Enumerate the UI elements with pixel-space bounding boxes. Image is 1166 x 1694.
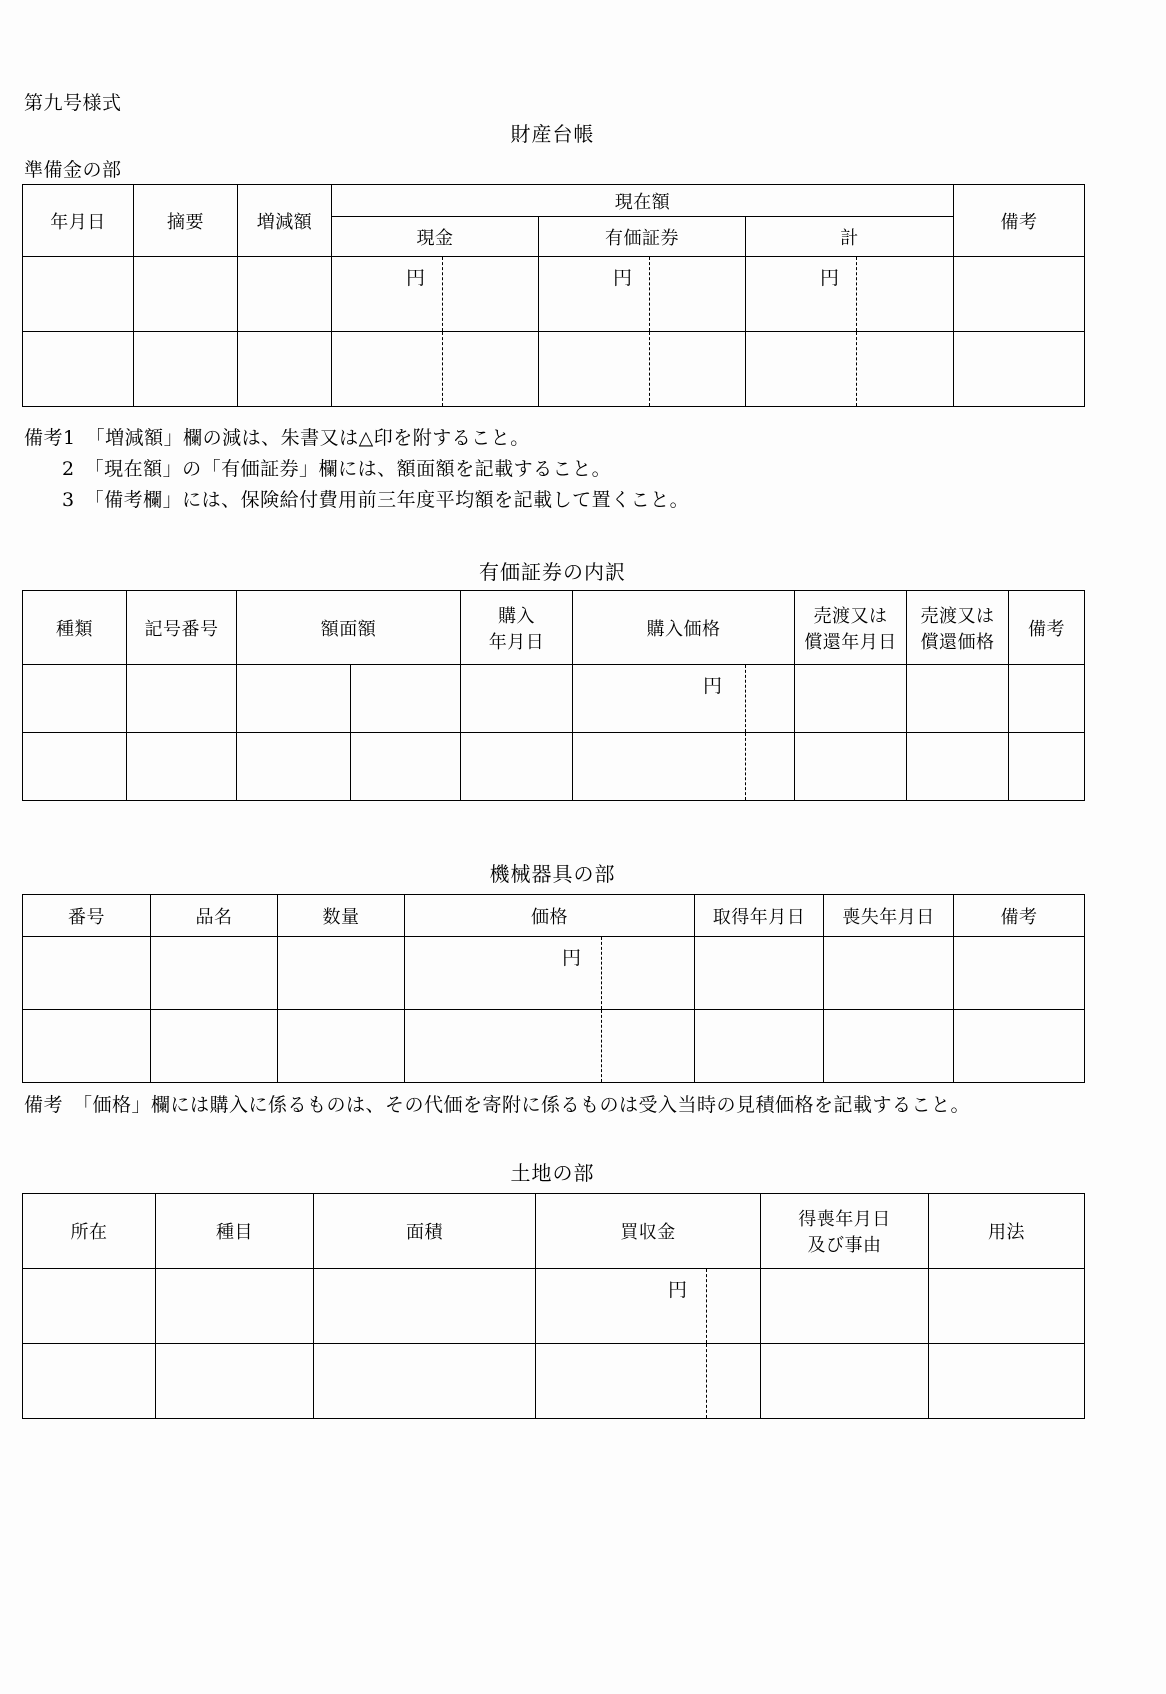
amount-divider: [442, 332, 443, 406]
table-row: [23, 733, 1085, 801]
cell-purchase-price[interactable]: [573, 665, 795, 733]
amount-divider: [856, 257, 857, 331]
cell-acquisition-date[interactable]: [695, 1010, 824, 1083]
cell-summary[interactable]: [134, 257, 238, 332]
cell-gain-loss-date[interactable]: [761, 1269, 929, 1344]
header-cell-purchase-price: 購入価格: [573, 591, 795, 665]
page-title: 財産台帳: [510, 122, 595, 146]
table-securities-breakdown: [22, 590, 1085, 801]
section-label-reserve: 準備金の部: [24, 159, 122, 181]
header-cell-purchase-money: 買収金: [536, 1194, 761, 1269]
table-row: [23, 1269, 1085, 1344]
table-reserve-fund: [22, 184, 1085, 407]
header-cell-gain-loss-date-line2: 及び事由: [807, 1235, 882, 1256]
amount-divider: [745, 733, 746, 800]
note-line-2: 2 「現在額」の「有価証券」欄には、額面額を記載すること。: [62, 458, 612, 480]
header-cell-sale-date: [795, 591, 907, 665]
cell-sale-date[interactable]: [795, 733, 907, 801]
table-header-row: [23, 591, 1085, 665]
cell-kind[interactable]: [23, 665, 127, 733]
table-header-row: [23, 1194, 1085, 1269]
header-cell-purchase-date: [461, 591, 573, 665]
header-cell-sale-price-line1: 売渡又は: [920, 605, 995, 627]
cell-acquisition-date[interactable]: [695, 937, 824, 1010]
cell-remarks[interactable]: [1009, 733, 1085, 801]
cell-number[interactable]: [23, 1010, 151, 1083]
note-line-3: 3 「備考欄」には、保険給付費用前三年度平均額を記載して置くこと。: [62, 489, 690, 511]
cell-purchase-date[interactable]: [461, 665, 573, 733]
header-cell-date: 年月日: [23, 185, 134, 257]
cell-face-value-b[interactable]: [351, 665, 461, 733]
header-cell-gain-loss-date: [761, 1194, 929, 1269]
yen-symbol: 円: [562, 947, 582, 969]
cell-face-value-b[interactable]: [351, 733, 461, 801]
table-row: [23, 257, 1085, 332]
cell-cash[interactable]: [332, 257, 539, 332]
cell-kind[interactable]: [23, 733, 127, 801]
amount-divider: [649, 332, 650, 406]
cell-gain-loss-date[interactable]: [761, 1344, 929, 1419]
table-header-row: [23, 895, 1085, 937]
cell-change-amount[interactable]: [238, 257, 332, 332]
section-title-securities: 有価証券の内訳: [479, 560, 626, 584]
header-cell-usage: 用法: [929, 1194, 1085, 1269]
cell-face-value-a[interactable]: [237, 665, 351, 733]
header-cell-purchase-date-line1: 購入: [498, 605, 535, 627]
cell-area[interactable]: [314, 1344, 536, 1419]
cell-location[interactable]: [23, 1269, 156, 1344]
amount-divider: [706, 1269, 707, 1343]
amount-divider: [601, 937, 602, 1009]
header-cell-gain-loss-date-line1: 得喪年月日: [798, 1209, 891, 1230]
cell-location[interactable]: [23, 1344, 156, 1419]
note-line-1: 備考1 「増減額」欄の減は、朱書又は△印を附すること。: [24, 427, 530, 449]
cell-symbol-number[interactable]: [127, 733, 237, 801]
header-cell-remarks: 備考: [954, 185, 1085, 257]
cell-remarks[interactable]: [1009, 665, 1085, 733]
header-cell-remarks: 備考: [954, 895, 1085, 937]
cell-purchase-money[interactable]: [536, 1344, 761, 1419]
cell-category[interactable]: [156, 1269, 314, 1344]
cell-securities[interactable]: [539, 257, 746, 332]
table-row: [23, 1344, 1085, 1419]
note-line-machinery: 備考 「価格」欄には購入に係るものは、その代価を寄附に係るものは受入当時の見積価格を記載すること。: [24, 1094, 971, 1116]
amount-divider: [856, 332, 857, 406]
header-cell-current-balance: 現在額: [332, 185, 954, 217]
cell-item-name[interactable]: [151, 1010, 278, 1083]
section-title-land: 土地の部: [510, 1161, 595, 1185]
cell-date[interactable]: [23, 332, 134, 407]
header-cell-total: 計: [746, 217, 954, 257]
header-cell-category: 種目: [156, 1194, 314, 1269]
cell-loss-date[interactable]: [824, 1010, 954, 1083]
cell-quantity[interactable]: [278, 1010, 405, 1083]
header-cell-change-amount: 増減額: [238, 185, 332, 257]
amount-divider: [649, 257, 650, 331]
table-row: [23, 1010, 1085, 1083]
yen-symbol: 円: [703, 675, 723, 697]
header-cell-remarks: 備考: [1009, 591, 1085, 665]
amount-divider: [745, 665, 746, 732]
cell-price[interactable]: [405, 1010, 695, 1083]
header-cell-price: 価格: [405, 895, 695, 937]
header-cell-symbol-number: 記号番号: [127, 591, 237, 665]
table-row: [23, 665, 1085, 733]
amount-divider: [442, 257, 443, 331]
cell-sale-date[interactable]: [795, 665, 907, 733]
header-cell-location: 所在: [23, 1194, 156, 1269]
header-cell-cash: 現金: [332, 217, 539, 257]
header-cell-loss-date: 喪失年月日: [824, 895, 954, 937]
cell-date[interactable]: [23, 257, 134, 332]
cell-change-amount[interactable]: [238, 332, 332, 407]
cell-purchase-date[interactable]: [461, 733, 573, 801]
cell-remarks[interactable]: [954, 937, 1085, 1010]
yen-symbol: 円: [820, 267, 840, 289]
header-cell-number: 番号: [23, 895, 151, 937]
cell-loss-date[interactable]: [824, 937, 954, 1010]
cell-securities[interactable]: [539, 332, 746, 407]
table-header-row: [23, 185, 1085, 217]
amount-divider: [601, 1010, 602, 1082]
table-land: [22, 1193, 1085, 1419]
header-cell-area: 面積: [314, 1194, 536, 1269]
header-cell-acquisition-date: 取得年月日: [695, 895, 824, 937]
cell-total[interactable]: [746, 257, 954, 332]
header-cell-kind: 種類: [23, 591, 127, 665]
cell-area[interactable]: [314, 1269, 536, 1344]
cell-purchase-money[interactable]: [536, 1269, 761, 1344]
notes-reserve: [24, 423, 689, 516]
cell-usage[interactable]: [929, 1344, 1085, 1419]
form-number: 第九号様式: [24, 92, 122, 114]
cell-usage[interactable]: [929, 1269, 1085, 1344]
header-cell-purchase-date-line2: 年月日: [488, 631, 545, 653]
table-machinery: [22, 894, 1085, 1083]
yen-symbol: 円: [613, 267, 633, 289]
cell-item-name[interactable]: [151, 937, 278, 1010]
cell-remarks[interactable]: [954, 257, 1085, 332]
header-cell-summary: 摘要: [134, 185, 238, 257]
cell-remarks[interactable]: [954, 332, 1085, 407]
cell-category[interactable]: [156, 1344, 314, 1419]
cell-face-value-a[interactable]: [237, 733, 351, 801]
header-cell-sale-date-line1: 売渡又は: [813, 605, 888, 627]
header-cell-sale-price: [907, 591, 1009, 665]
cell-number[interactable]: [23, 937, 151, 1010]
cell-remarks[interactable]: [954, 1010, 1085, 1083]
cell-total[interactable]: [746, 332, 954, 407]
cell-purchase-price[interactable]: [573, 733, 795, 801]
cell-price[interactable]: [405, 937, 695, 1010]
table-row: [23, 937, 1085, 1010]
yen-symbol: 円: [406, 267, 426, 289]
cell-sale-price[interactable]: [907, 665, 1009, 733]
header-cell-item-name: 品名: [151, 895, 278, 937]
table-row: [23, 332, 1085, 407]
cell-symbol-number[interactable]: [127, 665, 237, 733]
header-cell-sale-date-line2: 償還年月日: [804, 631, 897, 653]
header-cell-quantity: 数量: [278, 895, 405, 937]
yen-symbol: 円: [668, 1279, 688, 1301]
header-cell-face-value: 額面額: [237, 591, 461, 665]
header-cell-securities: 有価証券: [539, 217, 746, 257]
section-title-machinery: 機械器具の部: [489, 862, 616, 886]
cell-summary[interactable]: [134, 332, 238, 407]
cell-quantity[interactable]: [278, 937, 405, 1010]
cell-sale-price[interactable]: [907, 733, 1009, 801]
cell-cash[interactable]: [332, 332, 539, 407]
header-cell-sale-price-line2: 償還価格: [920, 631, 995, 653]
amount-divider: [706, 1344, 707, 1418]
notes-machinery: [24, 1090, 970, 1121]
